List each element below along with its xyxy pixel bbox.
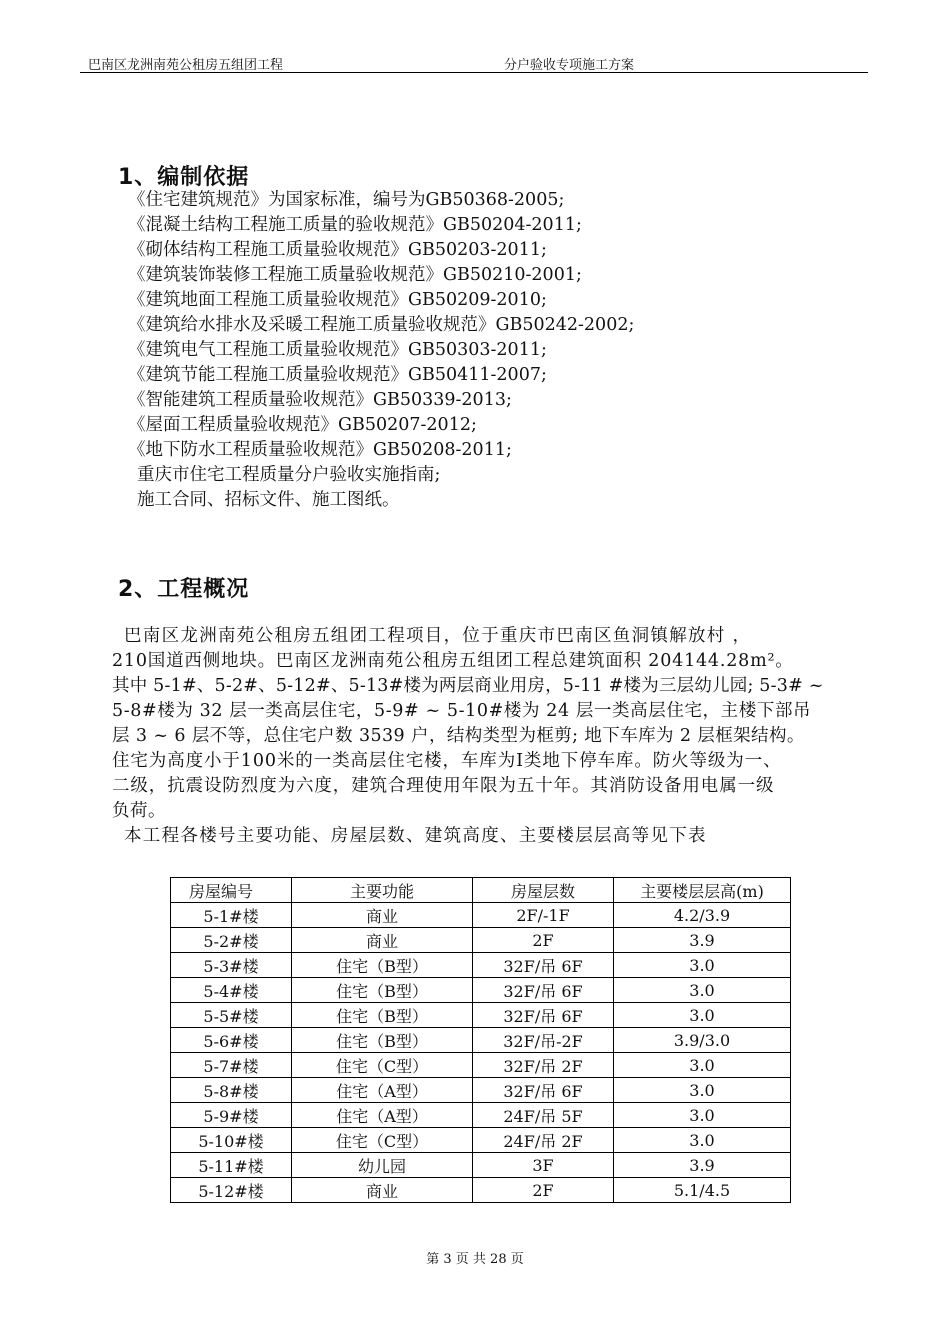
table-row xyxy=(171,1103,791,1128)
building-id-cell: 5-8#楼 xyxy=(171,1078,292,1103)
building-id-cell: 5-12#楼 xyxy=(171,1178,292,1203)
page-header xyxy=(80,54,868,73)
building-id-cell: 5-1#楼 xyxy=(171,903,292,928)
table-row xyxy=(171,953,791,978)
floors-cell: 2F xyxy=(473,1178,614,1203)
basis-item: 《建筑给水排水及采暖工程施工质量验收规范》GB50242-2002; xyxy=(128,315,635,335)
floor-height-cell: 3.9/3.0 xyxy=(614,1028,791,1053)
floor-height-cell: 4.2/3.9 xyxy=(614,903,791,928)
building-id-cell: 5-7#楼 xyxy=(171,1053,292,1078)
basis-item: 重庆市住宅工程质量分户验收实施指南; xyxy=(137,465,441,485)
floors-cell: 32F/吊 6F xyxy=(473,978,614,1003)
column-header: 房屋编号 xyxy=(171,878,292,903)
basis-item: 《混凝土结构工程施工质量的验收规范》GB50204-2011; xyxy=(128,215,582,235)
basis-item: 《地下防水工程质量验收规范》GB50208-2011; xyxy=(128,440,512,460)
floors-cell: 32F/吊 6F xyxy=(473,1003,614,1028)
floors-cell: 32F/吊 6F xyxy=(473,953,614,978)
building-id-cell: 5-10#楼 xyxy=(171,1128,292,1153)
column-header: 主要功能 xyxy=(292,878,473,903)
table-row xyxy=(171,1003,791,1028)
basis-item: 《住宅建筑规范》为国家标准，编号为GB50368-2005; xyxy=(128,190,565,210)
header-project-name: 巴南区龙洲南苑公租房五组团工程 xyxy=(88,58,284,73)
floors-cell: 24F/吊 5F xyxy=(473,1103,614,1128)
building-id-cell: 5-11#楼 xyxy=(171,1153,292,1178)
overview-line: 负荷。 xyxy=(112,801,166,821)
floor-height-cell: 3.9 xyxy=(614,928,791,953)
overview-line: 二级，抗震设防烈度为六度，建筑合理使用年限为五十年。其消防设备用电属一级 xyxy=(112,776,775,796)
table-row xyxy=(171,1053,791,1078)
section-1-heading: 1、编制依据 xyxy=(118,165,250,190)
table-row xyxy=(171,978,791,1003)
table-body xyxy=(171,903,791,1203)
building-id-cell: 5-3#楼 xyxy=(171,953,292,978)
floor-height-cell: 3.0 xyxy=(614,978,791,1003)
basis-item: 《建筑节能工程施工质量验收规范》GB50411-2007; xyxy=(128,365,547,385)
floor-height-cell: 3.0 xyxy=(614,1078,791,1103)
overview-line: 巴南区龙洲南苑公租房五组团工程项目，位于重庆市巴南区鱼洞镇解放村 ， xyxy=(124,626,752,646)
column-header: 房屋层数 xyxy=(473,878,614,903)
section-2-heading: 2、工程概况 xyxy=(118,577,250,602)
function-cell: 住宅（C型） xyxy=(292,1053,473,1078)
floor-height-cell: 3.0 xyxy=(614,1103,791,1128)
table-row xyxy=(171,1078,791,1103)
function-cell: 住宅（B型） xyxy=(292,1028,473,1053)
overview-line: 210国道西侧地块。巴南区龙洲南苑公租房五组团工程总建筑面积 204144.28m²。 xyxy=(112,651,794,671)
floors-cell: 32F/吊-2F xyxy=(473,1028,614,1053)
page-footer: 第 3 页 共 28 页 xyxy=(426,1252,524,1267)
table-header-row xyxy=(171,878,791,903)
overview-line: 5-8#楼为 32 层一类高层住宅，5-9# ~ 5-10#楼为 24 层一类高层住宅，主楼下部吊 xyxy=(112,701,812,721)
basis-item: 《屋面工程质量验收规范》GB50207-2012; xyxy=(128,415,477,435)
building-id-cell: 5-9#楼 xyxy=(171,1103,292,1128)
floor-height-cell: 3.0 xyxy=(614,1053,791,1078)
column-header: 主要楼层层高(m) xyxy=(614,878,791,903)
floor-height-cell: 5.1/4.5 xyxy=(614,1178,791,1203)
basis-item: 《砌体结构工程施工质量验收规范》GB50203-2011; xyxy=(128,240,547,260)
function-cell: 住宅（A型） xyxy=(292,1078,473,1103)
floor-height-cell: 3.0 xyxy=(614,953,791,978)
table-row xyxy=(171,1153,791,1178)
building-id-cell: 5-5#楼 xyxy=(171,1003,292,1028)
basis-item: 施工合同、招标文件、施工图纸。 xyxy=(137,490,400,510)
overview-line: 本工程各楼号主要功能、房屋层数、建筑高度、主要楼层层高等见下表 xyxy=(124,826,707,846)
floor-height-cell: 3.9 xyxy=(614,1153,791,1178)
function-cell: 住宅（A型） xyxy=(292,1103,473,1128)
floor-height-cell: 3.0 xyxy=(614,1003,791,1028)
function-cell: 商业 xyxy=(292,1178,473,1203)
table-row xyxy=(171,903,791,928)
function-cell: 住宅（B型） xyxy=(292,1003,473,1028)
table-row xyxy=(171,1128,791,1153)
building-id-cell: 5-6#楼 xyxy=(171,1028,292,1053)
overview-line: 其中 5-1#、5-2#、5-12#、5-13#楼为两层商业用房，5-11 #楼为三层幼儿园; 5-3# ~ xyxy=(112,676,824,696)
building-id-cell: 5-2#楼 xyxy=(171,928,292,953)
floors-cell: 3F xyxy=(473,1153,614,1178)
header-document-title: 分户验收专项施工方案 xyxy=(504,58,635,73)
floors-cell: 32F/吊 6F xyxy=(473,1078,614,1103)
basis-item: 《建筑地面工程施工质量验收规范》GB50209-2010; xyxy=(128,290,547,310)
function-cell: 住宅（B型） xyxy=(292,953,473,978)
table-row xyxy=(171,1178,791,1203)
function-cell: 住宅（B型） xyxy=(292,978,473,1003)
overview-line: 层 3 ~ 6 层不等，总住宅户数 3539 户，结构类型为框剪; 地下车库为 2 层框架结构。 xyxy=(112,726,805,746)
basis-item: 《建筑电气工程施工质量验收规范》GB50303-2011; xyxy=(128,340,547,360)
function-cell: 商业 xyxy=(292,903,473,928)
table-row xyxy=(171,928,791,953)
function-cell: 商业 xyxy=(292,928,473,953)
project-overview-paragraph xyxy=(112,624,872,849)
function-cell: 幼儿园 xyxy=(292,1153,473,1178)
basis-item: 《建筑装饰装修工程施工质量验收规范》GB50210-2001; xyxy=(128,265,582,285)
floors-cell: 2F/-1F xyxy=(473,903,614,928)
basis-item: 《智能建筑工程质量验收规范》GB50339-2013; xyxy=(128,390,512,410)
table-row xyxy=(171,1028,791,1053)
basis-list xyxy=(128,188,828,513)
building-spec-table xyxy=(170,877,791,1203)
floors-cell: 2F xyxy=(473,928,614,953)
overview-line: 住宅为高度小于100米的一类高层住宅楼，车库为Ⅰ类地下停车库。防火等级为一、 xyxy=(112,751,782,771)
building-id-cell: 5-4#楼 xyxy=(171,978,292,1003)
floors-cell: 24F/吊 2F xyxy=(473,1128,614,1153)
function-cell: 住宅（C型） xyxy=(292,1128,473,1153)
floors-cell: 32F/吊 2F xyxy=(473,1053,614,1078)
floor-height-cell: 3.0 xyxy=(614,1128,791,1153)
